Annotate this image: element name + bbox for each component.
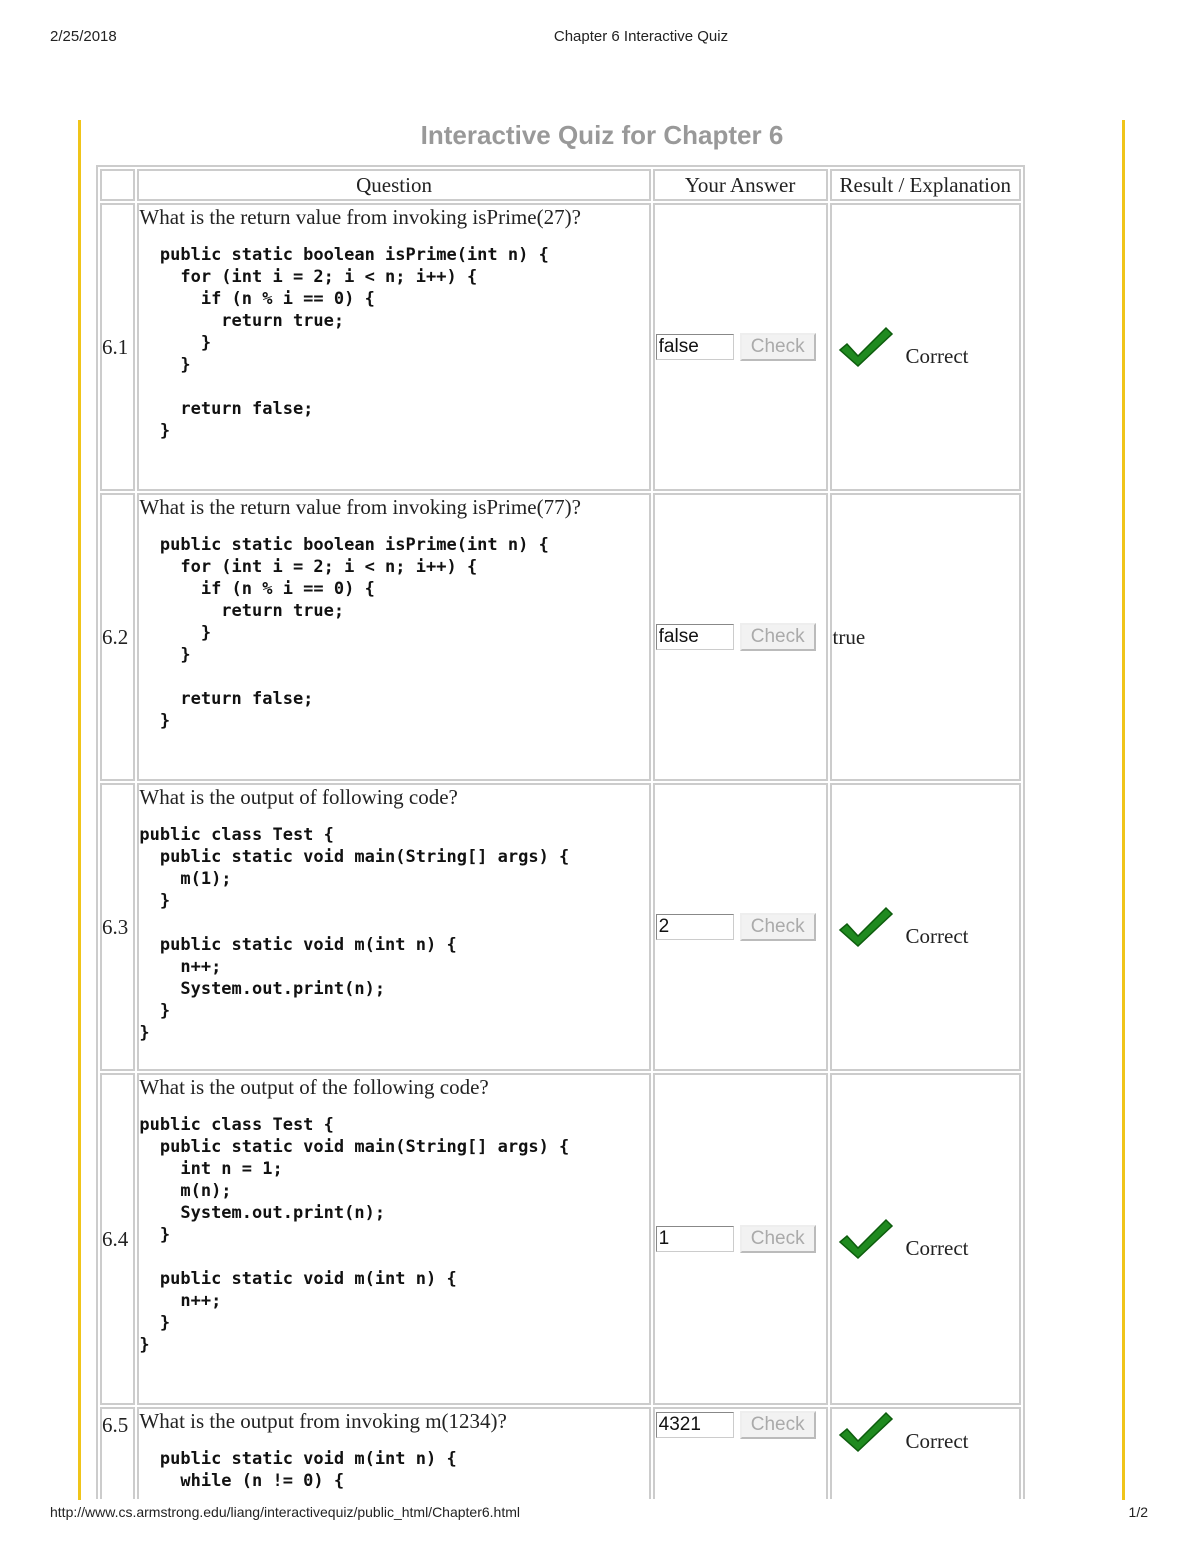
result-cell bbox=[830, 493, 1021, 781]
green-checkmark-icon bbox=[838, 324, 894, 370]
quiz-header-row bbox=[100, 169, 1021, 201]
question-cell bbox=[137, 203, 650, 491]
question-text: What is the return value from invoking isPrime(77)? bbox=[139, 495, 581, 519]
answer-cell bbox=[653, 1407, 828, 1499]
answer-cell bbox=[653, 203, 828, 491]
question-number: 6.4 bbox=[100, 1073, 135, 1405]
answer-input[interactable] bbox=[656, 334, 734, 360]
quiz-page bbox=[81, 110, 1122, 1499]
green-checkmark-icon bbox=[838, 1409, 894, 1455]
result-text: Correct bbox=[905, 923, 969, 948]
question-column-header: Question bbox=[137, 169, 650, 201]
print-footer bbox=[0, 1504, 1200, 1526]
answer-input[interactable] bbox=[656, 914, 734, 940]
question-number: 6.1 bbox=[100, 203, 135, 491]
check-button[interactable]: Check bbox=[740, 913, 816, 941]
question-row bbox=[100, 1407, 1021, 1499]
question-row bbox=[100, 493, 1021, 781]
question-cell bbox=[137, 1407, 650, 1499]
question-code: public static void m(int n) { while (n != 0) { bbox=[159, 1449, 457, 1491]
answer-cell bbox=[653, 493, 828, 781]
check-button[interactable]: Check bbox=[740, 333, 816, 361]
question-code: public class Test { public static void main(String[] args) { m(1); } public static void m(int n) { n++; System.out.print(n); } } bbox=[139, 825, 570, 1043]
question-row bbox=[100, 783, 1021, 1071]
print-header bbox=[0, 28, 1200, 50]
answer-input[interactable] bbox=[656, 1412, 734, 1438]
result-cell bbox=[830, 783, 1021, 1071]
question-cell bbox=[137, 1073, 650, 1405]
answer-cell bbox=[653, 783, 828, 1071]
green-checkmark-icon bbox=[838, 904, 894, 950]
right-accent-border bbox=[1122, 120, 1125, 1500]
question-cell bbox=[137, 783, 650, 1071]
print-page-number: 1/2 bbox=[1128, 1504, 1148, 1520]
quiz-body bbox=[100, 203, 1021, 1499]
question-text: What is the return value from invoking isPrime(27)? bbox=[139, 205, 581, 229]
question-code: public static boolean isPrime(int n) { for (int i = 2; i < n; i++) { if (n % i == 0) { return true; } } return false; } bbox=[159, 535, 549, 731]
number-column-header bbox=[100, 169, 135, 201]
question-number: 6.2 bbox=[100, 493, 135, 781]
answer-input[interactable] bbox=[656, 1226, 734, 1252]
check-button[interactable]: Check bbox=[740, 1225, 816, 1253]
green-checkmark-icon bbox=[838, 1216, 894, 1262]
answer-cell bbox=[653, 1073, 828, 1405]
question-code: public class Test { public static void main(String[] args) { int n = 1; m(n); System.out.print(n); } public static void m(int n) { n++; } } bbox=[139, 1115, 570, 1355]
question-number: 6.3 bbox=[100, 783, 135, 1071]
question-cell bbox=[137, 493, 650, 781]
question-text: What is the output from invoking m(1234)? bbox=[139, 1409, 507, 1433]
result-text: Correct bbox=[905, 343, 969, 368]
question-text: What is the output of following code? bbox=[139, 785, 458, 809]
answer-column-header: Your Answer bbox=[653, 169, 828, 201]
check-button[interactable]: Check bbox=[740, 1411, 816, 1439]
result-text: Correct bbox=[905, 1235, 969, 1260]
result-cell bbox=[830, 1073, 1021, 1405]
print-url: http://www.cs.armstrong.edu/liang/interactivequiz/public_html/Chapter6.html bbox=[50, 1504, 520, 1520]
print-date: 2/25/2018 bbox=[50, 28, 117, 45]
check-button[interactable]: Check bbox=[740, 623, 816, 651]
result-cell bbox=[830, 1407, 1021, 1499]
answer-input[interactable] bbox=[656, 624, 734, 650]
result-text: true bbox=[832, 624, 866, 649]
result-text: Correct bbox=[905, 1428, 969, 1453]
result-column-header: Result / Explanation bbox=[830, 169, 1021, 201]
quiz-title: Interactive Quiz for Chapter 6 bbox=[420, 120, 784, 150]
question-number: 6.5 bbox=[100, 1407, 135, 1499]
question-code: public static boolean isPrime(int n) { for (int i = 2; i < n; i++) { if (n % i == 0) { return true; } } return false; } bbox=[159, 245, 549, 441]
print-title: Chapter 6 Interactive Quiz bbox=[553, 28, 729, 45]
question-row bbox=[100, 1073, 1021, 1405]
result-cell bbox=[830, 203, 1021, 491]
question-text: What is the output of the following code? bbox=[139, 1075, 489, 1099]
quiz-table bbox=[96, 165, 1025, 1499]
question-row bbox=[100, 203, 1021, 491]
